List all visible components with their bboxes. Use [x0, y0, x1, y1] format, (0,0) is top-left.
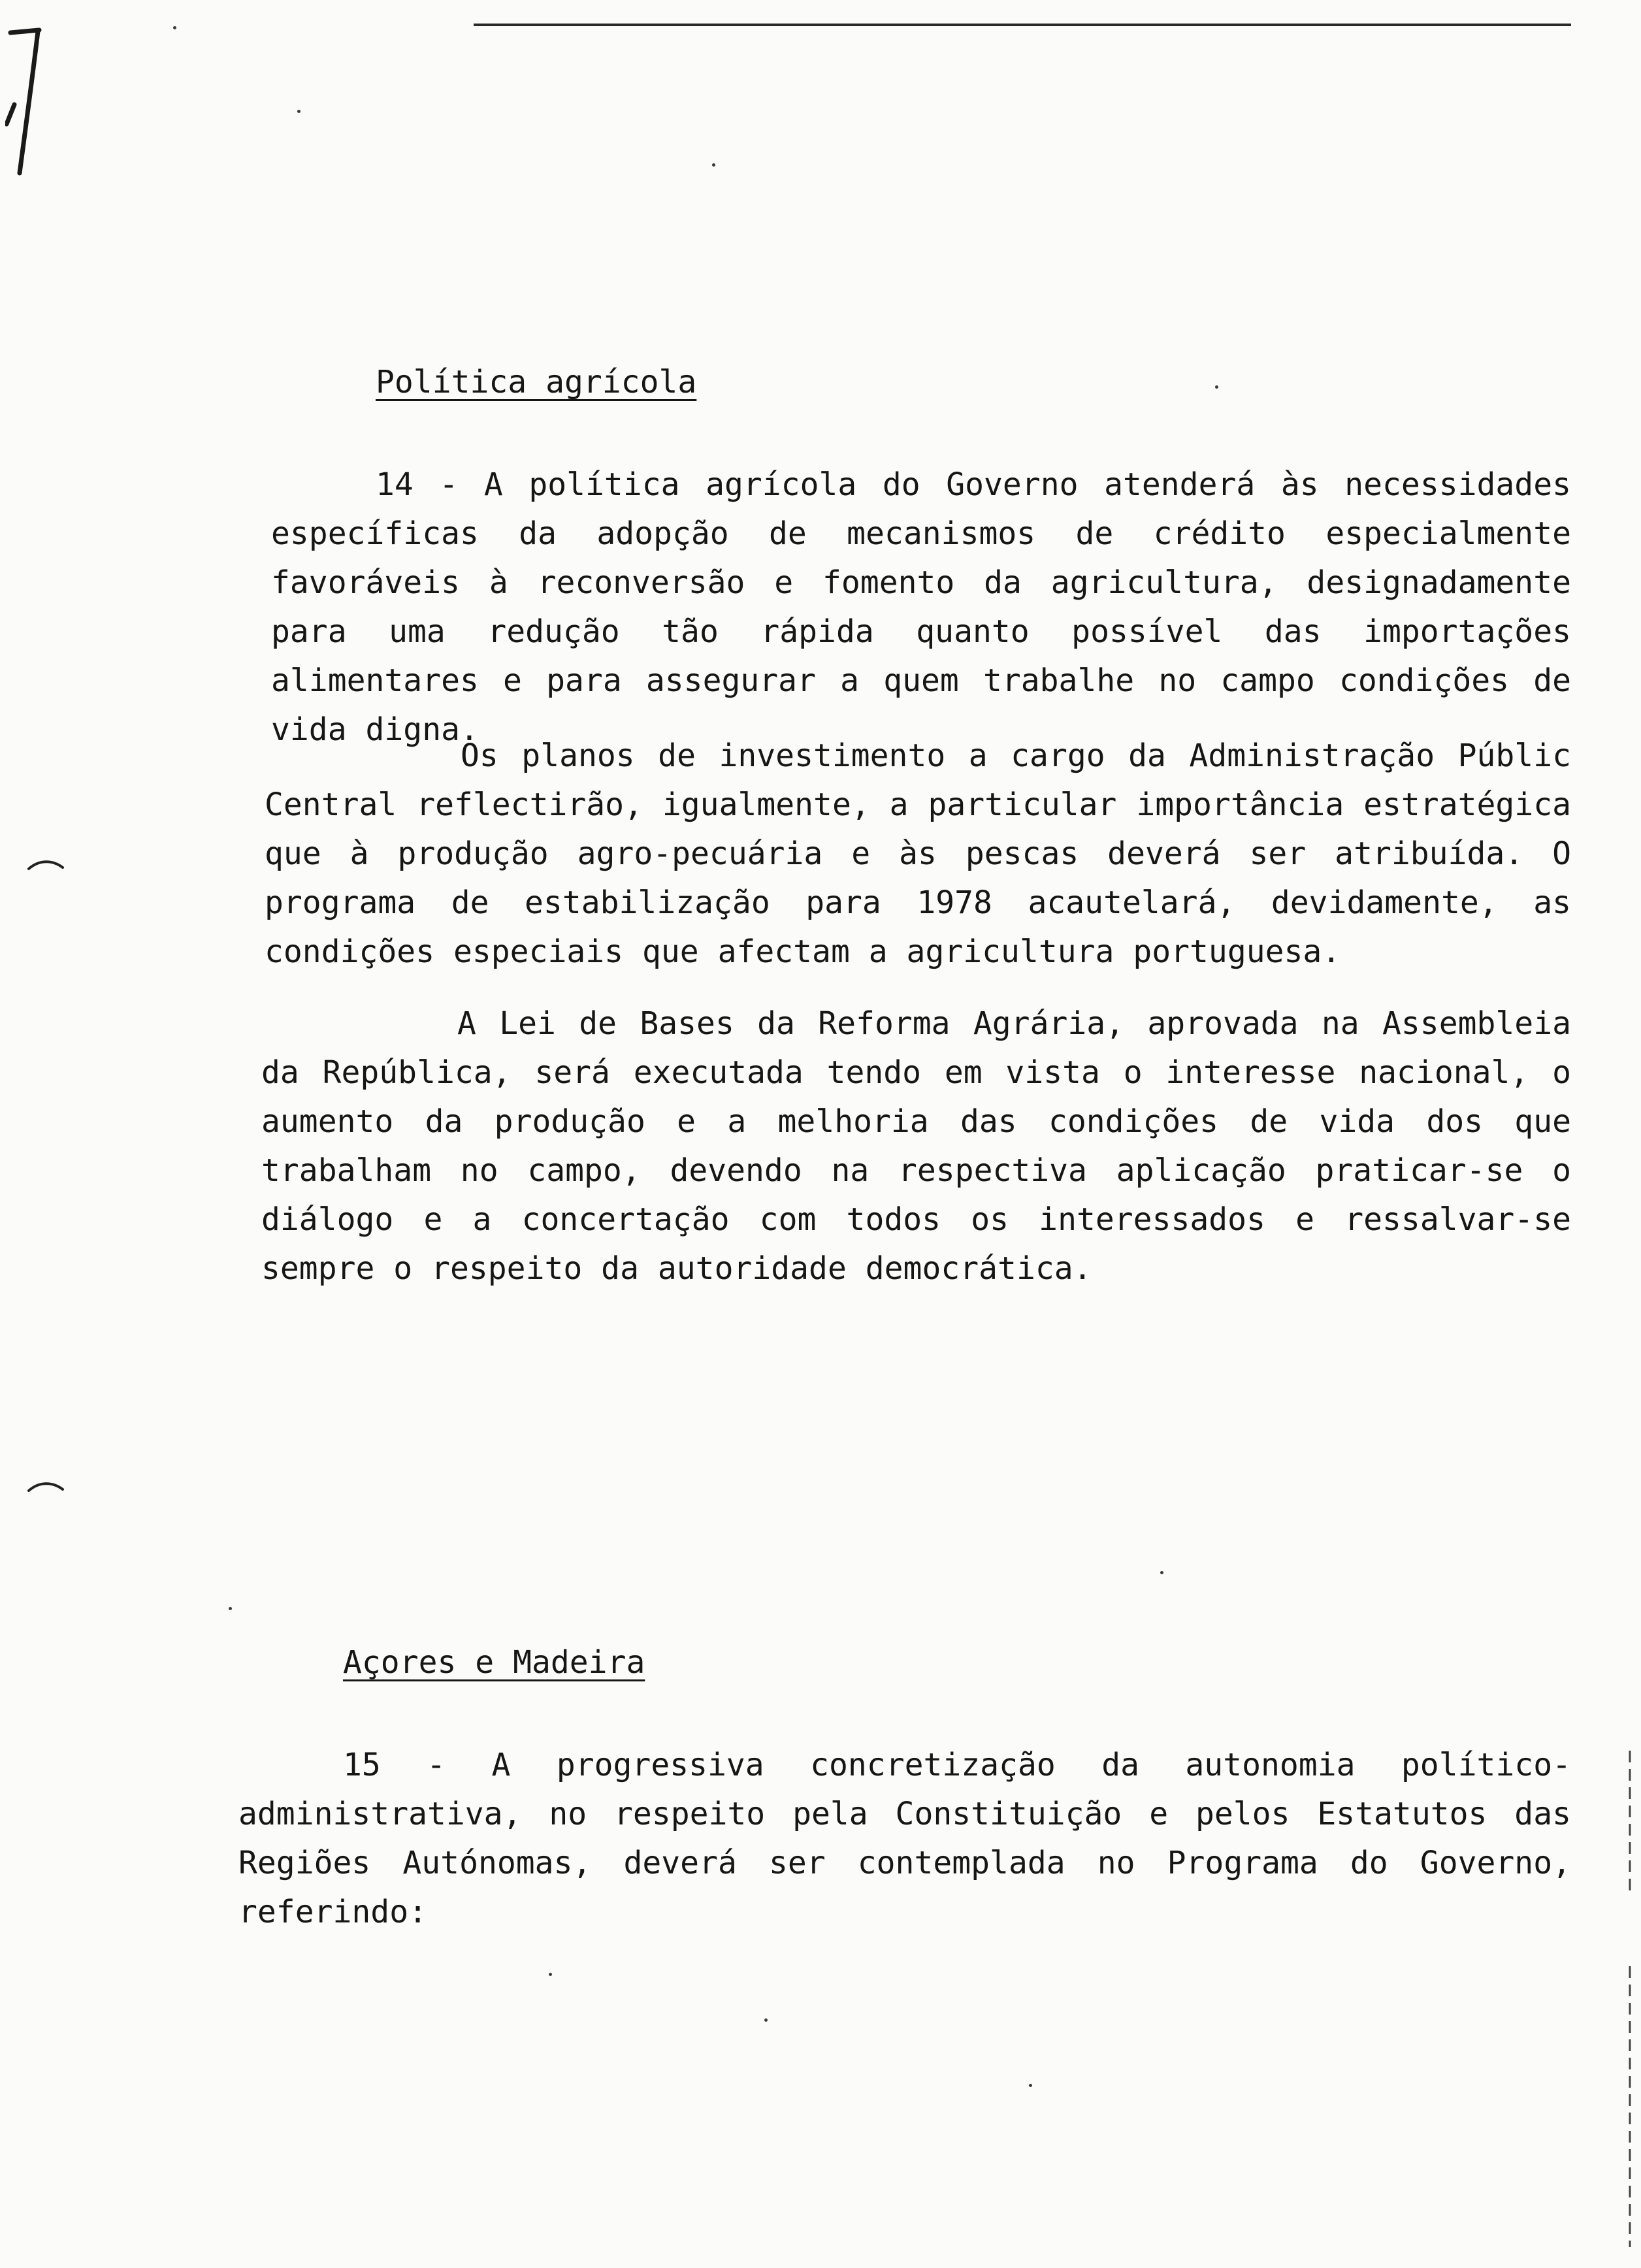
- top-rule: [474, 24, 1571, 26]
- section-heading-agricultural-policy: Política agrícola: [376, 364, 697, 400]
- speck: [297, 110, 301, 113]
- paragraph-14: 14 - A política agrícola do Governo atenderá às necessidades específicas da adopção de mecanismos de crédito especialmente favoráveis à reconversão e fomento da agricultura, designadamente para uma redução tão rápida quanto possível das importações alimentares e para assegurar a quem trabalhe no campo condições de vida digna.: [271, 466, 1571, 748]
- speck: [1160, 1571, 1163, 1574]
- speck: [1029, 2084, 1032, 2087]
- section-heading-azores-madeira: Açores e Madeira: [343, 1644, 645, 1681]
- speck: [712, 163, 715, 167]
- speck: [764, 2018, 768, 2022]
- speck: [1215, 385, 1218, 389]
- handwritten-mark: [5, 26, 44, 183]
- scan-edge-mark: [1628, 1751, 1632, 2247]
- paragraph-15: 15 - A progressiva concretização da autonomia político-administrativa, no respeito pela Constituição e pelos Estatutos das Regiões Autónomas, deverá ser contemplada no Programa do Governo, referindo:: [238, 1747, 1571, 1930]
- speck: [229, 1607, 232, 1610]
- margin-mark: [26, 1478, 65, 1497]
- speck: [173, 26, 176, 29]
- paragraph-investment-plans: Os planos de investimento a cargo da Administração Públic Central reflectirão, igualmente, a particular importância estratégica que à produção agro-pecuária e às pescas deverá ser atribuída. O programa de estabilização para 1978 acautelará, devidamente, as condições especiais que afectam a agricultura portuguesa.: [265, 737, 1571, 970]
- paragraph-agrarian-reform: A Lei de Bases da Reforma Agrária, aprovada na Assembleia da República, será executada tendo em vista o interesse nacional, o aumento da produção e a melhoria das condições de vida dos que trabalham no campo, devendo na respectiva aplicação praticar-se o diálogo e a concertação com todos os interessados e ressalvar-se sempre o respeito da autoridade democrática.: [261, 1005, 1571, 1287]
- margin-mark: [26, 856, 65, 875]
- speck: [549, 1973, 552, 1976]
